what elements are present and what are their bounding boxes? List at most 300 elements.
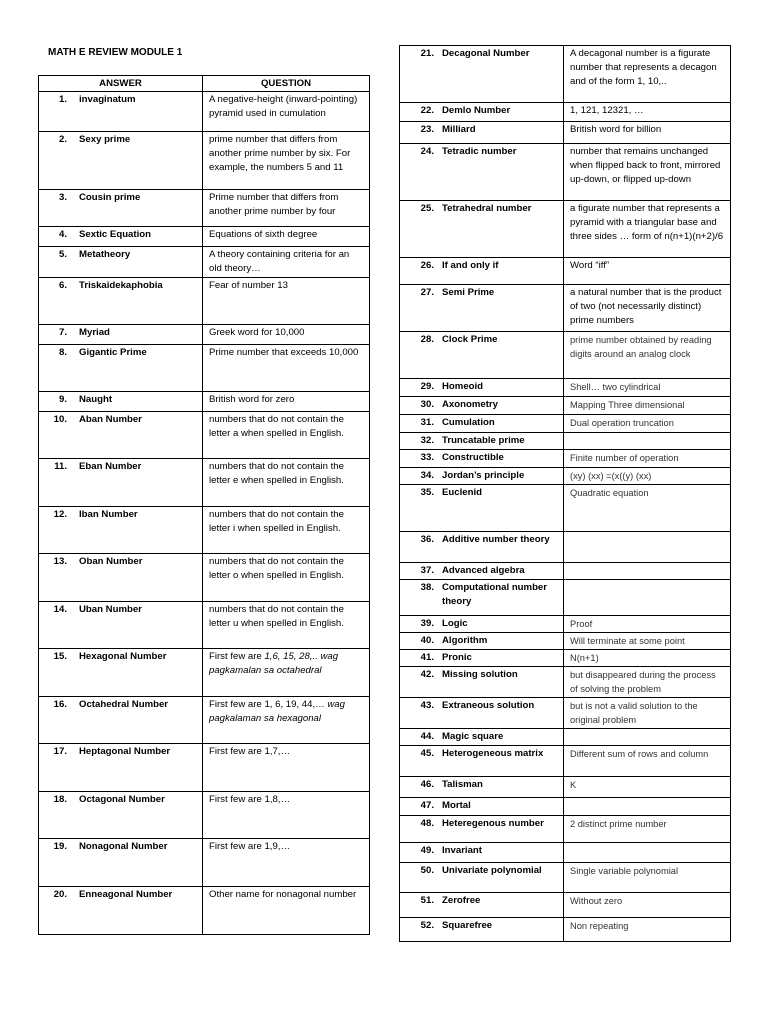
answer-cell	[400, 397, 564, 415]
question-text: 1, 121, 12321, …	[570, 105, 644, 116]
answer-text: Univariate polynomial	[442, 865, 542, 876]
table-row	[39, 839, 370, 887]
item-number: 42.	[420, 669, 434, 680]
table-row	[400, 485, 731, 532]
question-text: Greek word for 10,000	[209, 327, 305, 338]
item-number: 12.	[53, 509, 67, 520]
table-row	[39, 278, 370, 325]
question-text: numbers that do not contain the letter i when spelled in English.	[209, 509, 344, 534]
item-number: 2.	[58, 134, 67, 145]
item-number: 19.	[53, 841, 67, 852]
answer-text: Pronic	[442, 652, 472, 663]
question-cell	[203, 247, 370, 278]
left-answer-table	[38, 75, 370, 935]
item-number: 24.	[420, 146, 434, 157]
item-number: 34.	[420, 470, 434, 481]
question-cell	[564, 258, 731, 285]
question-cell	[203, 459, 370, 507]
answer-text: Uban Number	[79, 604, 142, 615]
answer-cell	[39, 792, 203, 839]
question-text: 2 distinct prime number	[570, 819, 667, 829]
item-number: 9.	[58, 394, 67, 405]
table-row	[39, 412, 370, 459]
question-cell	[203, 887, 370, 935]
question-text: Dual operation truncation	[570, 418, 674, 428]
question-text: British word for billion	[570, 124, 662, 135]
question-cell	[564, 532, 731, 563]
question-text: numbers that do not contain the letter e when spelled in English.	[209, 461, 344, 486]
question-cell	[203, 649, 370, 697]
item-number: 41.	[420, 652, 434, 663]
answer-cell	[39, 649, 203, 697]
question-note: wag pagkalaman sa hexagonal	[209, 699, 345, 724]
question-text: but disappeared during the process of solving the problem	[570, 670, 716, 694]
question-cell	[564, 918, 731, 942]
answer-cell	[39, 132, 203, 190]
answer-cell	[400, 379, 564, 397]
question-text: Equations of sixth degree	[209, 229, 318, 240]
question-cell	[564, 563, 731, 580]
answer-text: Jordan’s principle	[442, 470, 525, 481]
table-row	[400, 777, 731, 798]
table-row	[400, 863, 731, 893]
question-cell	[203, 412, 370, 459]
table-row	[400, 122, 731, 144]
item-number: 16.	[53, 699, 67, 710]
question-cell	[564, 450, 731, 468]
item-number: 37.	[420, 565, 434, 576]
question-text: Will terminate at some point	[570, 636, 685, 646]
answer-text: Aban Number	[79, 414, 142, 425]
table-row	[400, 667, 731, 698]
item-number: 7.	[58, 327, 67, 338]
item-number: 3.	[58, 192, 67, 203]
question-text: A decagonal number is a figurate number that represents a decagon and of the form 1, 10,..	[570, 48, 717, 87]
answer-cell	[400, 433, 564, 450]
item-number: 50.	[420, 865, 434, 876]
answer-text: Metatheory	[79, 249, 131, 260]
right-table-body	[400, 46, 731, 942]
question-cell	[203, 744, 370, 792]
table-row	[400, 103, 731, 122]
table-row	[400, 729, 731, 746]
question-cell	[564, 397, 731, 415]
table-row	[39, 459, 370, 507]
answer-cell	[400, 863, 564, 893]
answer-text: Logic	[442, 618, 468, 629]
answer-text: Talisman	[442, 779, 483, 790]
question-text: Prime number that differs from another prime number by four	[209, 192, 339, 217]
question-cell	[564, 103, 731, 122]
table-row	[400, 468, 731, 485]
item-number: 15.	[53, 651, 67, 662]
answer-cell	[39, 887, 203, 935]
table-row	[400, 816, 731, 843]
question-text: Single variable polynomial	[570, 866, 679, 876]
question-cell	[564, 843, 731, 863]
item-number: 4.	[58, 229, 67, 240]
item-number: 22.	[420, 105, 434, 116]
table-row	[39, 392, 370, 412]
question-cell	[203, 92, 370, 132]
answer-text: Semi Prime	[442, 287, 495, 298]
table-row	[400, 843, 731, 863]
question-text: a figurate number that represents a pyramid with a triangular base and three sides … form of n(n+1)(n+2)/6	[570, 203, 724, 242]
question-cell	[564, 616, 731, 633]
answer-cell	[400, 698, 564, 729]
table-row	[400, 201, 731, 258]
answer-text: Iban Number	[79, 509, 138, 520]
question-text: prime number that differs from another prime number by six. For example, the numbers 5 and 11	[209, 134, 351, 173]
item-number: 28.	[420, 334, 434, 345]
table-row	[39, 554, 370, 602]
item-number: 46.	[420, 779, 434, 790]
item-number: 31.	[420, 417, 434, 428]
question-text: Prime number that exceeds 10,000	[209, 347, 359, 358]
question-note: 1,6, 15, 28,.. wag pagkamalan sa octahedral	[209, 651, 339, 676]
table-row	[39, 649, 370, 697]
table-row	[400, 580, 731, 616]
answer-cell	[400, 918, 564, 942]
answer-cell	[400, 485, 564, 532]
question-cell	[564, 746, 731, 777]
item-number: 30.	[420, 399, 434, 410]
question-cell	[564, 633, 731, 650]
table-row	[400, 633, 731, 650]
question-text: First few are	[209, 651, 265, 662]
item-number: 10.	[53, 414, 67, 425]
question-cell	[203, 507, 370, 554]
table-row	[400, 258, 731, 285]
question-cell	[564, 122, 731, 144]
item-number: 47.	[420, 800, 434, 811]
question-text: Quadratic equation	[570, 488, 649, 498]
item-number: 43.	[420, 700, 434, 711]
question-text: numbers that do not contain the letter u when spelled in English.	[209, 604, 344, 629]
table-row	[39, 697, 370, 744]
answer-text: Extraneous solution	[442, 700, 535, 711]
header-row	[39, 76, 370, 92]
answer-text: Myriad	[79, 327, 110, 338]
question-text: Different sum of rows and column	[570, 749, 709, 759]
answer-cell	[400, 729, 564, 746]
answer-text: Euclenid	[442, 487, 482, 498]
item-number: 48.	[420, 818, 434, 829]
answer-text: Algorithm	[442, 635, 488, 646]
answer-cell	[400, 468, 564, 485]
answer-text: Octahedral Number	[79, 699, 169, 710]
item-number: 20.	[53, 889, 67, 900]
question-cell	[564, 415, 731, 433]
item-number: 14.	[53, 604, 67, 615]
question-cell	[564, 798, 731, 816]
question-cell	[203, 132, 370, 190]
question-text: Shell… two cylindrical	[570, 382, 661, 392]
answer-text: Tetradic number	[442, 146, 517, 157]
question-cell	[203, 278, 370, 325]
question-cell	[564, 667, 731, 698]
answer-text: Constructible	[442, 452, 504, 463]
answer-text: Nonagonal Number	[79, 841, 168, 852]
item-number: 11.	[54, 461, 67, 472]
table-row	[39, 602, 370, 649]
item-number: 49.	[420, 845, 434, 856]
answer-text: Eban Number	[79, 461, 142, 472]
item-number: 23.	[420, 124, 434, 135]
table-row	[39, 887, 370, 935]
answer-text: Missing solution	[442, 669, 518, 680]
answer-cell	[400, 777, 564, 798]
answer-cell	[39, 459, 203, 507]
question-cell	[203, 325, 370, 345]
page-title: MATH E REVIEW MODULE 1	[48, 47, 183, 58]
answer-cell	[39, 325, 203, 345]
table-row	[400, 798, 731, 816]
table-row	[400, 285, 731, 332]
question-header: QUESTION	[203, 76, 370, 92]
item-number: 32.	[420, 435, 434, 446]
answer-text: Mortal	[442, 800, 471, 811]
answer-text: Homeoid	[442, 381, 484, 392]
question-text: (xy) (xx) =(x((y) (xx)	[570, 471, 652, 481]
answer-cell	[39, 839, 203, 887]
answer-text: Oban Number	[79, 556, 143, 567]
question-cell	[203, 392, 370, 412]
answer-text: Milliard	[442, 124, 476, 135]
answer-cell	[39, 412, 203, 459]
answer-text: Hexagonal Number	[79, 651, 167, 662]
answer-cell	[39, 278, 203, 325]
item-number: 18.	[53, 794, 67, 805]
answer-cell	[400, 122, 564, 144]
table-row	[400, 918, 731, 942]
answer-text: Decagonal Number	[442, 48, 530, 59]
answer-text: Magic square	[442, 731, 504, 742]
table-row	[400, 893, 731, 918]
question-text: a natural number that is the product of two (not necessarily distinct) prime numbers	[570, 287, 722, 326]
question-cell	[203, 697, 370, 744]
left-table-body	[39, 92, 370, 935]
table-row	[39, 345, 370, 392]
question-text: Non repeating	[570, 921, 629, 931]
question-cell	[564, 580, 731, 616]
answer-cell	[39, 602, 203, 649]
item-number: 21.	[420, 48, 434, 59]
answer-cell	[39, 227, 203, 247]
item-number: 36.	[420, 534, 434, 545]
item-number: 8.	[58, 347, 67, 358]
answer-text: Demlo Number	[442, 105, 511, 116]
question-text: First few are 1, 6, 19, 44,…	[209, 699, 328, 710]
question-text: but is not a valid solution to the original problem	[570, 701, 698, 725]
question-cell	[564, 485, 731, 532]
answer-cell	[39, 392, 203, 412]
question-cell	[564, 729, 731, 746]
answer-cell	[39, 247, 203, 278]
item-number: 29.	[420, 381, 434, 392]
table-row	[39, 227, 370, 247]
table-row	[400, 698, 731, 729]
question-text: First few are 1,8,…	[209, 794, 291, 805]
question-cell	[203, 190, 370, 227]
item-number: 39.	[420, 618, 434, 629]
answer-cell	[400, 616, 564, 633]
table-row	[400, 397, 731, 415]
question-cell	[203, 345, 370, 392]
question-cell	[564, 468, 731, 485]
table-row	[39, 507, 370, 554]
question-text: First few are 1,9,…	[209, 841, 291, 852]
table-row	[400, 415, 731, 433]
question-text: Finite number of operation	[570, 453, 679, 463]
table-row	[39, 132, 370, 190]
answer-text: Triskaidekaphobia	[79, 280, 163, 291]
answer-text: If and only if	[442, 260, 499, 271]
question-cell	[203, 227, 370, 247]
right-answer-table	[399, 45, 731, 942]
question-text: K	[570, 780, 577, 790]
question-text: Other name for nonagonal number	[209, 889, 357, 900]
question-cell	[564, 144, 731, 201]
item-number: 25.	[420, 203, 434, 214]
answer-text: Tetrahedral number	[442, 203, 532, 214]
answer-cell	[400, 798, 564, 816]
answer-text: Squarefree	[442, 920, 493, 931]
item-number: 33.	[420, 452, 434, 463]
answer-cell	[400, 816, 564, 843]
answer-cell	[400, 746, 564, 777]
item-number: 45.	[420, 748, 434, 759]
answer-cell	[400, 450, 564, 468]
answer-cell	[400, 285, 564, 332]
answer-text: Invariant	[442, 845, 482, 856]
question-text: A theory containing criteria for an old theory…	[209, 249, 350, 274]
answer-cell	[400, 563, 564, 580]
item-number: 13.	[53, 556, 67, 567]
question-cell	[564, 201, 731, 258]
question-text: prime number obtained by reading digits around an analog clock	[570, 335, 712, 359]
question-text: numbers that do not contain the letter a when spelled in English.	[209, 414, 344, 439]
answer-cell	[400, 46, 564, 103]
question-text: Word “iff”	[570, 260, 610, 271]
item-number: 44.	[420, 731, 434, 742]
table-row	[400, 433, 731, 450]
answer-text: Advanced algebra	[442, 565, 525, 576]
table-row	[39, 247, 370, 278]
table-row	[400, 650, 731, 667]
table-row	[39, 325, 370, 345]
question-text: A negative-height (inward-pointing) pyramid used in cumulation	[209, 94, 358, 119]
answer-text: Zerofree	[442, 895, 481, 906]
answer-cell	[400, 332, 564, 379]
item-number: 1.	[58, 94, 67, 105]
question-cell	[564, 379, 731, 397]
table-row	[400, 450, 731, 468]
answer-text: Heptagonal Number	[79, 746, 171, 757]
question-text: number that remains unchanged when flipped back to front, mirrored up-down, or flipped up-down	[570, 146, 721, 185]
table-row	[39, 744, 370, 792]
answer-text: Heterogeneous matrix	[442, 748, 544, 759]
question-text: Fear of number 13	[209, 280, 288, 291]
question-cell	[564, 285, 731, 332]
question-cell	[203, 554, 370, 602]
item-number: 6.	[58, 280, 67, 291]
table-row	[400, 532, 731, 563]
answer-cell	[400, 103, 564, 122]
answer-header: ANSWER	[39, 76, 203, 92]
answer-text: Sexy prime	[79, 134, 131, 145]
answer-text: Truncatable prime	[442, 435, 525, 446]
answer-cell	[400, 650, 564, 667]
table-row	[400, 563, 731, 580]
answer-text: Heteregenous number	[442, 818, 544, 829]
table-row	[400, 746, 731, 777]
answer-cell	[400, 144, 564, 201]
answer-cell	[39, 92, 203, 132]
answer-cell	[400, 201, 564, 258]
question-text: Proof	[570, 619, 593, 629]
question-text: Without zero	[570, 896, 623, 906]
question-text: numbers that do not contain the letter o when spelled in English.	[209, 556, 344, 581]
answer-cell	[400, 415, 564, 433]
answer-text: Enneagonal Number	[79, 889, 173, 900]
answer-cell	[400, 633, 564, 650]
item-number: 40.	[420, 635, 434, 646]
item-number: 51.	[420, 895, 434, 906]
item-number: 27.	[420, 287, 434, 298]
answer-cell	[39, 345, 203, 392]
table-row	[39, 92, 370, 132]
question-cell	[564, 816, 731, 843]
table-row	[400, 379, 731, 397]
answer-text: Sextic Equation	[79, 229, 151, 240]
answer-text: Cousin prime	[79, 192, 141, 203]
answer-cell	[39, 507, 203, 554]
answer-cell	[400, 667, 564, 698]
table-row	[400, 616, 731, 633]
question-cell	[564, 433, 731, 450]
answer-text: Octagonal Number	[79, 794, 165, 805]
item-number: 52.	[420, 920, 434, 931]
answer-text: Clock Prime	[442, 334, 498, 345]
answer-text: Gigantic Prime	[79, 347, 147, 358]
answer-text: Naught	[79, 394, 113, 405]
question-cell	[564, 893, 731, 918]
item-number: 38.	[420, 582, 434, 593]
answer-cell	[39, 697, 203, 744]
answer-text: Cumulation	[442, 417, 495, 428]
question-cell	[203, 792, 370, 839]
item-number: 17.	[53, 746, 67, 757]
answer-cell	[39, 744, 203, 792]
table-row	[400, 332, 731, 379]
question-cell	[564, 698, 731, 729]
answer-cell	[400, 532, 564, 563]
answer-cell	[39, 554, 203, 602]
question-text: First few are 1,7,…	[209, 746, 291, 757]
table-row	[39, 792, 370, 839]
answer-text: Computational number theory	[442, 582, 547, 607]
item-number: 5.	[58, 249, 67, 260]
answer-cell	[400, 258, 564, 285]
answer-text: Axonometry	[442, 399, 498, 410]
answer-cell	[400, 580, 564, 616]
question-cell	[564, 863, 731, 893]
question-cell	[564, 46, 731, 103]
table-row	[39, 190, 370, 227]
table-row	[400, 144, 731, 201]
question-cell	[564, 650, 731, 667]
